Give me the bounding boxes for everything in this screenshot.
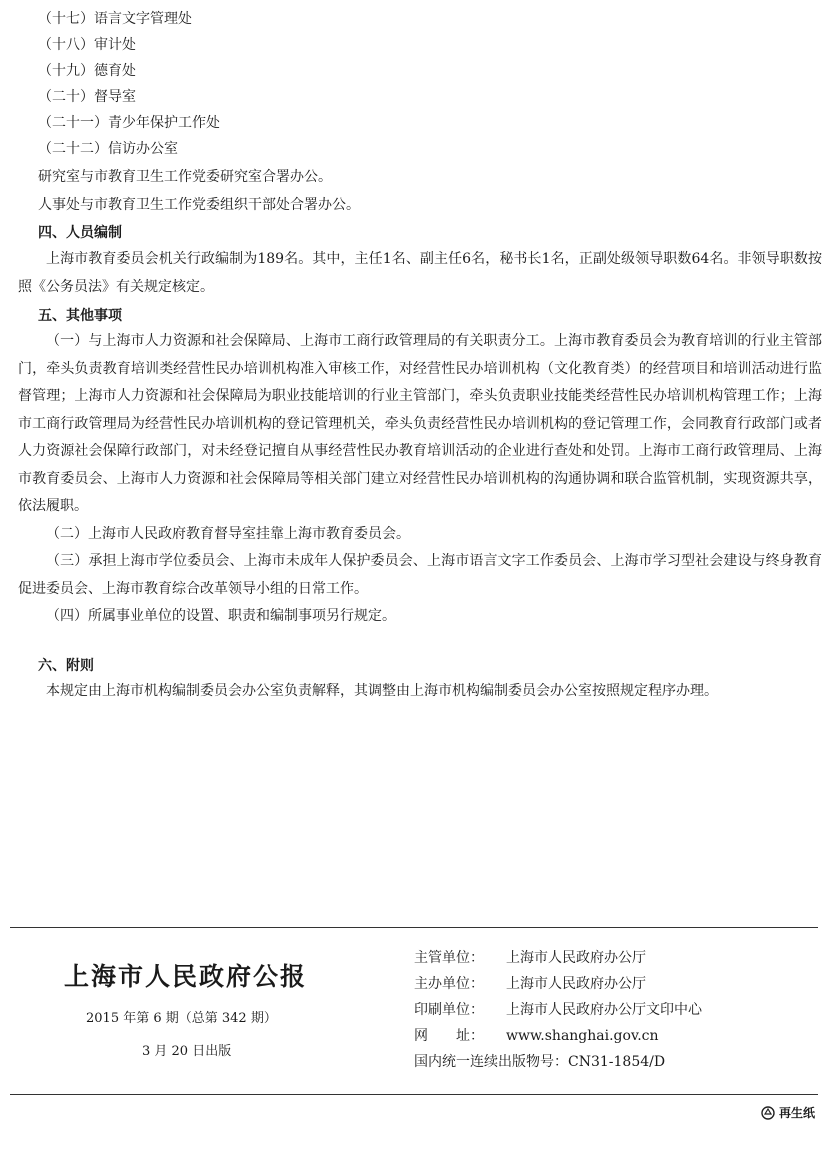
- appendix-paragraph: [18, 678, 822, 706]
- recycle-icon: [761, 1106, 775, 1120]
- footer-top-rule: [10, 927, 818, 928]
- info-value: CN31-1854/D: [568, 1054, 666, 1070]
- section-heading: 四、人员编制: [38, 225, 122, 241]
- office-item: （二十二）信访办公室: [38, 141, 178, 157]
- website-link[interactable]: www.shanghai.gov.cn: [506, 1028, 659, 1044]
- info-value: 上海市人民政府办公厅: [506, 976, 646, 992]
- gazette-title: 上海市人民政府公报: [64, 962, 308, 991]
- section-heading: 六、附则: [38, 658, 94, 674]
- recycled-paper-mark: [761, 1104, 815, 1121]
- issue-number: 2015 年第 6 期（总第 342 期）: [86, 1011, 277, 1026]
- info-label: 印刷单位：: [414, 1002, 484, 1018]
- appendix-text: 本规定由上海市机构编制委员会办公室负责解释，其调整由上海市机构编制委员会办公室按照规定程序办理。: [46, 683, 718, 699]
- office-item: （十九）德育处: [38, 63, 136, 79]
- other-matters: [18, 328, 822, 631]
- office-item: （十八）审计处: [38, 37, 136, 53]
- item-2: （二）上海市人民政府教育督导室挂靠上海市教育委员会。: [46, 525, 410, 542]
- section-heading: 五、其他事项: [38, 308, 122, 324]
- info-label: 网 址：: [414, 1028, 484, 1044]
- info-row: [414, 1000, 702, 1020]
- info-row: [414, 1052, 665, 1072]
- info-row: [414, 948, 646, 968]
- office-item: （二十一）青少年保护工作处: [38, 115, 220, 131]
- item-1: （一）与上海市人力资源和社会保障局、上海市工商行政管理局的有关职责分工。上海市教育委员会为教育培训的行业主管部门，牵头负责教育培训类经营性民办培训机构准入审核工作，对经营性民办培训机构（文化教育类）的经营项目和培训活动进行监督管理；上海市人力资源和社会保障局为职业技能培训的行业主管部门，牵头负责职业技能类经营性民办培训机构管理工作；上海市工商行政管理局为经营性民办培训机构的登记管理机关，牵头负责经营性民办培训机构的登记管理工作，会同教育行政部门或者人力资源社会保障行政部门，对未经登记擅自从事经营性民办教育培训活动的企业进行查处和处罚。上海市工商行政管理局、上海市教育委员会、上海市人力资源和社会保障局等相关部门建立对经营性民办培训机构的沟通协调和联合监管机制，实现资源共享，依法履职。: [18, 333, 822, 514]
- joint-note: 研究室与市教育卫生工作党委研究室合署办公。: [38, 169, 332, 185]
- info-value: 上海市人民政府办公厅: [506, 950, 646, 966]
- info-label: 主管单位：: [414, 950, 484, 966]
- staffing-paragraph: [18, 246, 822, 301]
- joint-note: 人事处与市教育卫生工作党委组织干部处合署办公。: [38, 197, 360, 213]
- publication-date: 3 月 20 日出版: [142, 1044, 232, 1059]
- info-value: 上海市人民政府办公厅文印中心: [506, 1002, 702, 1018]
- office-item: （二十）督导室: [38, 89, 136, 105]
- office-item: （十七）语言文字管理处: [38, 11, 192, 27]
- info-label: 国内统一连续出版物号：: [414, 1054, 568, 1070]
- info-label: 主办单位：: [414, 976, 484, 992]
- footer-bottom-rule: [10, 1094, 818, 1095]
- info-row: [414, 974, 646, 994]
- info-row: [414, 1026, 659, 1046]
- item-3: （三）承担上海市学位委员会、上海市未成年人保护委员会、上海市语言文字工作委员会、上海市学习型社会建设与终身教育促进委员会、上海市教育综合改革领导小组的日常工作。: [18, 553, 822, 597]
- recycled-label: 再生纸: [778, 1106, 815, 1120]
- item-4: （四）所属事业单位的设置、职责和编制事项另行规定。: [46, 608, 396, 624]
- staffing-text: 上海市教育委员会机关行政编制为189名。其中，主任1名、副主任6名，秘书长1名，正副处级领导职数64名。非领导职数按照《公务员法》有关规定核定。: [18, 251, 822, 295]
